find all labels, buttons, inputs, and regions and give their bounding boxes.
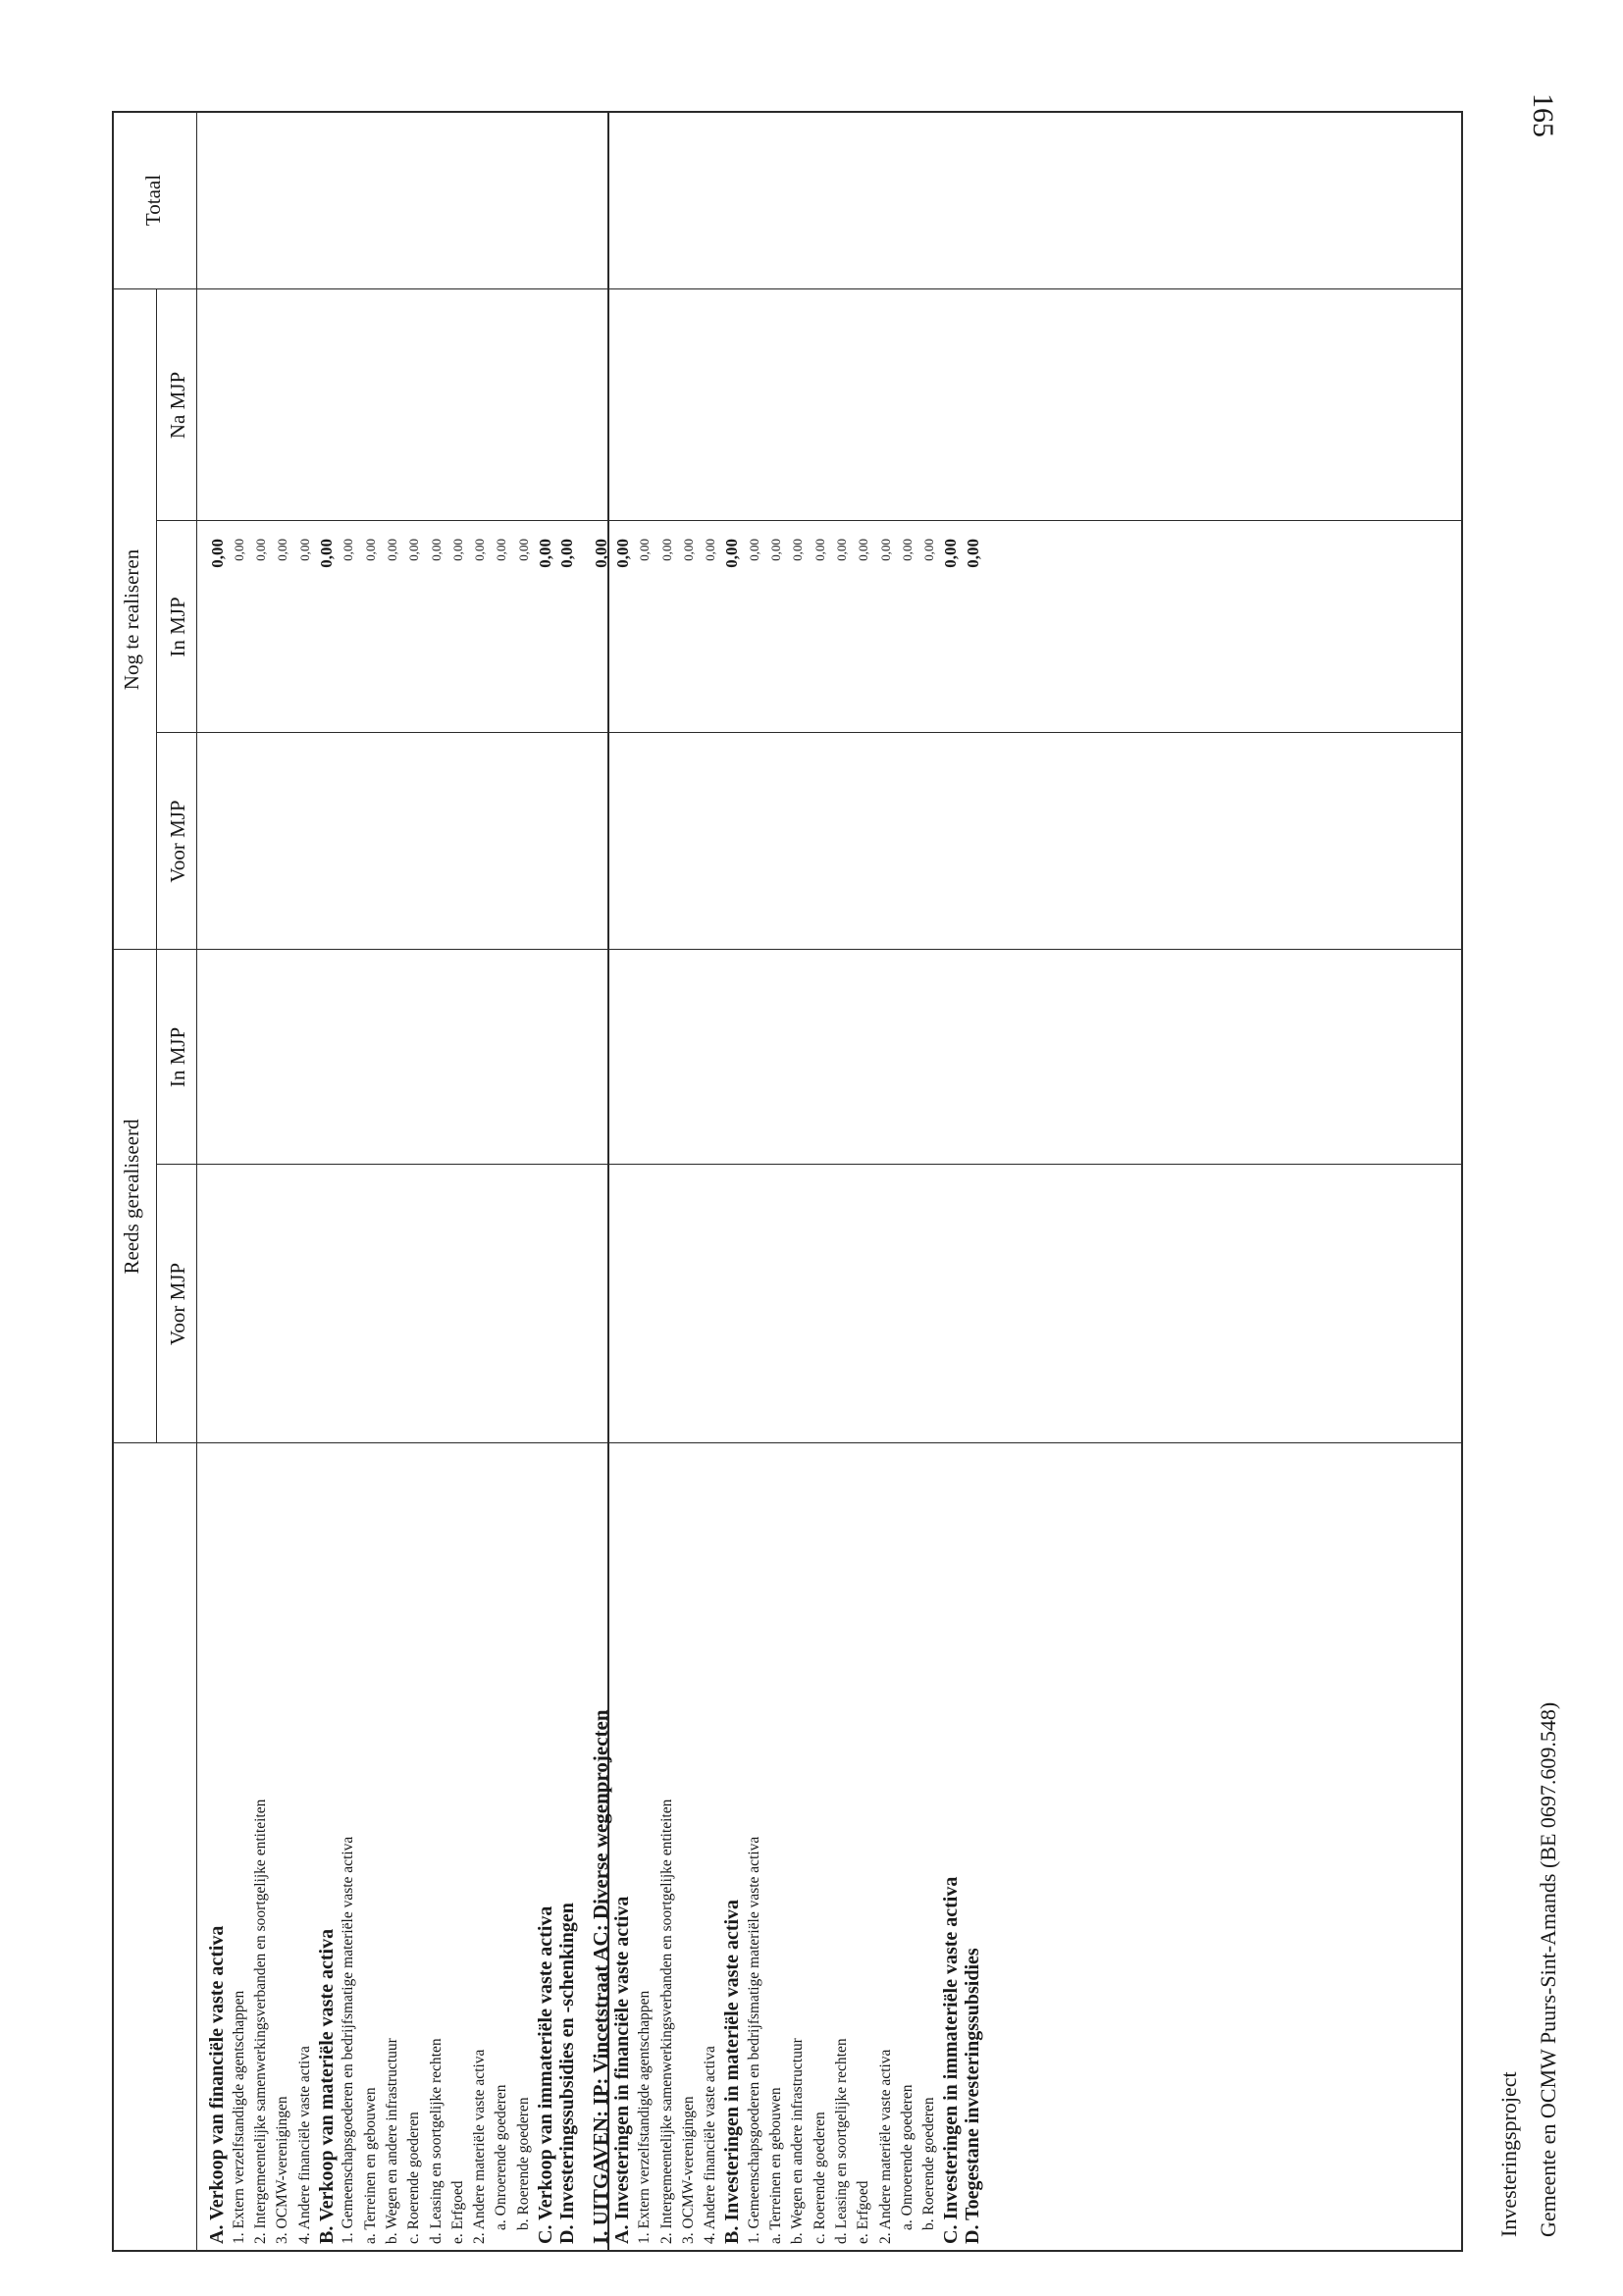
- table-row: [853, 111, 875, 2252]
- row-value: 0,00: [812, 539, 827, 561]
- row-label: d. Leasing en soortgelijke rechten: [832, 2038, 850, 2244]
- row-value: 0,00: [296, 539, 312, 561]
- table-row: [446, 111, 469, 2252]
- header-voor-mjp: Voor MJP: [166, 1262, 189, 1346]
- row-value: 0,00: [340, 539, 356, 561]
- row-label: b. Roerende goederen: [920, 2097, 938, 2230]
- footer-entity: Gemeente en OCMW Puurs-Sint-Amands (BE 0697.609.548): [1536, 1701, 1560, 2237]
- row-value: 0,00: [472, 539, 488, 561]
- table-row: [830, 111, 853, 2252]
- row-label: D. Toegestane investeringssubsidies: [962, 1948, 984, 2244]
- row-value: 0,00: [703, 539, 718, 561]
- row-label: c. Roerende goederen: [405, 2112, 423, 2244]
- table-bottom-border: [1461, 111, 1463, 2252]
- row-label: b. Roerende goederen: [514, 2097, 532, 2230]
- row-value: 0,00: [406, 539, 422, 561]
- row-value: 0,00: [833, 539, 849, 561]
- header-in-mjp: In MJP: [166, 597, 189, 657]
- row-label: B. Verkoop van materiële vaste activa: [315, 1928, 338, 2244]
- row-value: 0,00: [362, 539, 378, 561]
- row-value: 0,00: [637, 539, 653, 561]
- row-label: a. Terreinen en gebouwen: [767, 2087, 784, 2244]
- table-row: [700, 111, 722, 2252]
- row-value: 0,00: [790, 539, 806, 561]
- table-row: [250, 111, 273, 2252]
- page-number: 165: [1527, 93, 1559, 137]
- row-value: 0,00: [317, 539, 336, 568]
- row-value: 0,00: [275, 539, 290, 561]
- row-value: 0,00: [941, 539, 961, 568]
- row-label: b. Wegen en andere infrastructuur: [789, 2038, 807, 2244]
- table-row: [634, 111, 656, 2252]
- row-value: 0,00: [856, 539, 871, 561]
- table-row: [293, 111, 316, 2252]
- row-value: 0,00: [658, 539, 674, 561]
- table-row: [272, 111, 294, 2252]
- row-value: 0,00: [722, 539, 742, 568]
- footer-project-label: Investeringsproject: [1496, 2071, 1521, 2237]
- row-label: 2. Andere materiële vaste activa: [876, 2049, 894, 2244]
- row-label: D. Investeringssubsidies en -schenkingen: [555, 1903, 578, 2244]
- row-label: b. Wegen en andere infrastructuur: [383, 2038, 400, 2244]
- table-row: [918, 111, 941, 2252]
- row-value: 0,00: [963, 539, 982, 568]
- table-row: [655, 111, 678, 2252]
- table-row: [590, 111, 612, 2252]
- table-row: [359, 111, 382, 2252]
- row-label: a. Onroerende goederen: [898, 2084, 916, 2230]
- row-label: 1. Extern verzelfstandigde agentschappen: [230, 1990, 247, 2244]
- table-top-border: [112, 111, 114, 2252]
- row-label: B. Investeringen in materiële vaste activa: [720, 1899, 743, 2244]
- table-row: [469, 111, 492, 2252]
- header-totaal: Totaal: [141, 174, 165, 227]
- table-row: [962, 111, 984, 2252]
- row-value: 0,00: [591, 539, 610, 568]
- table-row: [677, 111, 700, 2252]
- row-label: d. Leasing en soortgelijke rechten: [427, 2038, 445, 2244]
- row-value: 0,00: [515, 539, 531, 561]
- table-row: [787, 111, 810, 2252]
- table-row: [721, 111, 744, 2252]
- row-label: c. Roerende goederen: [811, 2112, 828, 2244]
- row-value: 0,00: [899, 539, 915, 561]
- table-row: [512, 111, 535, 2252]
- table-row: [206, 111, 229, 2252]
- row-label: 3. OCMW-verenigingen: [274, 2096, 291, 2244]
- table-row: [403, 111, 426, 2252]
- header-bottom-line: [196, 111, 197, 2252]
- table-row: [338, 111, 360, 2252]
- row-value: 0,00: [494, 539, 509, 561]
- row-value: 0,00: [612, 539, 632, 568]
- row-label: 1. Gemeenschapsgoederen en bedrijfsmatige materiële vaste activa: [340, 1836, 357, 2244]
- table-row: [896, 111, 918, 2252]
- row-value: 0,00: [921, 539, 937, 561]
- table-row: [491, 111, 513, 2252]
- row-label: a. Terreinen en gebouwen: [361, 2087, 379, 2244]
- table-row: [743, 111, 765, 2252]
- table-row: [381, 111, 403, 2252]
- header-nog-te-realiseren: Nog te realiseren: [120, 548, 143, 691]
- row-label: A. Verkoop van financiële vaste activa: [206, 1925, 228, 2244]
- row-value: 0,00: [536, 539, 554, 568]
- table-row: [316, 111, 339, 2252]
- row-label: 1. Extern verzelfstandigde agentschappen: [636, 1990, 654, 2244]
- table-row: [809, 111, 831, 2252]
- row-label: e. Erfgoed: [448, 2180, 466, 2244]
- row-label: 2. Intergemeentelijke samenwerkingsverbanden en soortgelijke entiteiten: [252, 1799, 270, 2244]
- table-row: [535, 111, 557, 2252]
- row-label: 2. Intergemeentelijke samenwerkingsverbanden en soortgelijke entiteiten: [657, 1799, 675, 2244]
- row-label: 1. Gemeenschapsgoederen en bedrijfsmatige materiële vaste activa: [745, 1836, 762, 2244]
- row-label: I. UITGAVEN: IP: Vincetstraat AC: Diverse wegenprojecten: [589, 1709, 613, 2244]
- row-label: 3. OCMW-verenigingen: [679, 2096, 697, 2244]
- header-reeds-gerealiseerd: Reeds gerealiseerd: [120, 1119, 143, 1275]
- row-label: C. Investeringen in immateriële vaste activa: [939, 1876, 962, 2244]
- table-row: [425, 111, 447, 2252]
- row-label: 2. Andere materiële vaste activa: [471, 2049, 489, 2244]
- row-label: C. Verkoop van immateriële vaste activa: [534, 1905, 556, 2244]
- row-value: 0,00: [449, 539, 465, 561]
- header-subrow-line: [156, 289, 157, 1443]
- table-row: [611, 111, 634, 2252]
- row-value: 0,00: [746, 539, 761, 561]
- row-value: 0,00: [768, 539, 783, 561]
- header-voor-mjp: Voor MJP: [166, 800, 189, 883]
- row-value: 0,00: [384, 539, 399, 561]
- row-value: 0,00: [557, 539, 577, 568]
- row-value: 0,00: [207, 539, 227, 568]
- row-label: 4. Andere financiële vaste activa: [702, 2046, 719, 2244]
- row-label: A. Investeringen in financiële vaste activa: [611, 1896, 634, 2244]
- row-label: 4. Andere financiële vaste activa: [295, 2046, 313, 2244]
- row-label: e. Erfgoed: [855, 2180, 872, 2244]
- table-row: [874, 111, 897, 2252]
- table-row: [940, 111, 963, 2252]
- table-row: [765, 111, 788, 2252]
- row-value: 0,00: [680, 539, 696, 561]
- header-na-mjp: Na MJP: [166, 371, 189, 440]
- row-value: 0,00: [253, 539, 269, 561]
- row-label: a. Onroerende goederen: [493, 2084, 510, 2230]
- table-row: [556, 111, 579, 2252]
- row-value: 0,00: [877, 539, 893, 561]
- row-value: 0,00: [428, 539, 444, 561]
- table-row: [228, 111, 250, 2252]
- investment-table: [112, 111, 1463, 2252]
- header-in-mjp: In MJP: [166, 1026, 189, 1088]
- row-value: 0,00: [231, 539, 246, 561]
